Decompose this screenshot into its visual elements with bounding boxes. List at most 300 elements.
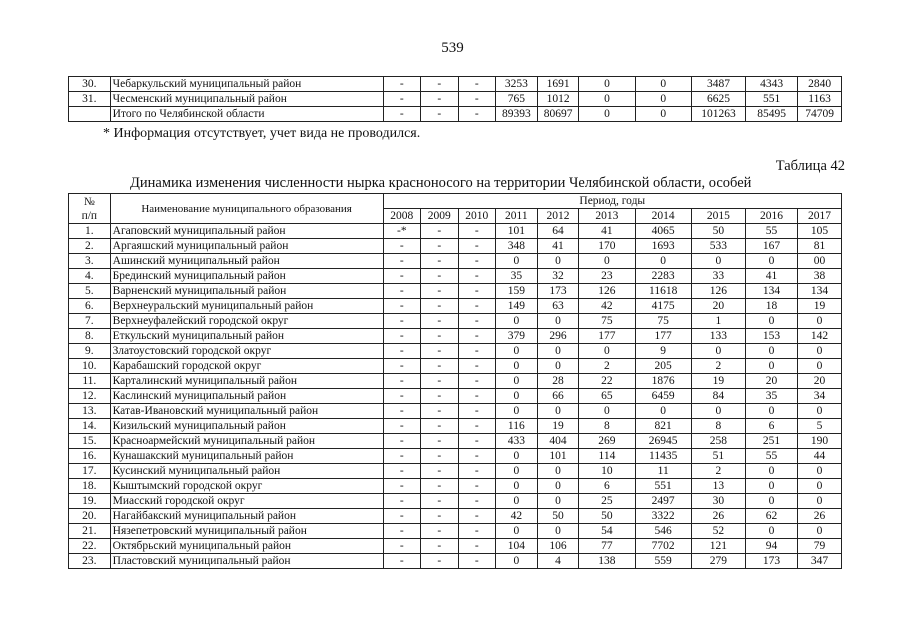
row-value: - xyxy=(421,107,459,122)
row-value: 533 xyxy=(691,239,745,254)
row-value: - xyxy=(383,494,420,509)
row-value: 74709 xyxy=(798,107,842,122)
table-row xyxy=(69,254,842,269)
row-value: - xyxy=(383,329,420,344)
row-value: 0 xyxy=(745,479,797,494)
row-name: Итого по Челябинской области xyxy=(110,107,383,122)
row-name: Варненский муниципальный район xyxy=(110,284,383,299)
row-name: Кусинский муниципальный район xyxy=(110,464,383,479)
table-row xyxy=(69,224,842,239)
row-value: 18 xyxy=(745,299,797,314)
row-value: - xyxy=(383,419,420,434)
row-name: Чесменский муниципальный район xyxy=(110,92,383,107)
row-value: 0 xyxy=(579,107,635,122)
row-value: 50 xyxy=(691,224,745,239)
row-value: 32 xyxy=(537,269,579,284)
row-value: - xyxy=(421,479,458,494)
row-value: - xyxy=(421,449,458,464)
row-value: 0 xyxy=(496,524,538,539)
row-value: - xyxy=(421,239,458,254)
row-value: 42 xyxy=(496,509,538,524)
row-name: Красноармейский муниципальный район xyxy=(110,434,383,449)
row-value: 4065 xyxy=(635,224,691,239)
row-value: - xyxy=(458,524,495,539)
row-value: 258 xyxy=(691,434,745,449)
row-number: 13. xyxy=(69,404,111,419)
table-row xyxy=(69,404,842,419)
row-value: 0 xyxy=(496,359,538,374)
row-value: 94 xyxy=(745,539,797,554)
row-value: 0 xyxy=(635,92,691,107)
header-year: 2017 xyxy=(798,209,842,224)
row-value: - xyxy=(458,479,495,494)
header-year: 2014 xyxy=(635,209,691,224)
row-value: 79 xyxy=(798,539,842,554)
row-value: 765 xyxy=(496,92,538,107)
row-value: 0 xyxy=(635,404,691,419)
row-value: 23 xyxy=(579,269,635,284)
row-name: Верхнеуфалейский городской округ xyxy=(110,314,383,329)
row-value: 11435 xyxy=(635,449,691,464)
row-value: - xyxy=(383,299,420,314)
row-value: 0 xyxy=(537,524,579,539)
row-value: 101263 xyxy=(691,107,745,122)
row-name: Кизильский муниципальный район xyxy=(110,419,383,434)
row-value: - xyxy=(383,254,420,269)
row-value: 296 xyxy=(537,329,579,344)
row-value: 0 xyxy=(745,344,797,359)
row-number: 3. xyxy=(69,254,111,269)
row-value: 4 xyxy=(537,554,579,569)
row-value: 4175 xyxy=(635,299,691,314)
header-number-symbol: № xyxy=(83,195,95,208)
row-value: 1876 xyxy=(635,374,691,389)
row-value: 54 xyxy=(579,524,635,539)
row-name: Пластовский муниципальный район xyxy=(110,554,383,569)
row-value: 142 xyxy=(798,329,842,344)
row-value: - xyxy=(383,449,420,464)
row-value: 64 xyxy=(537,224,579,239)
row-value: 11618 xyxy=(635,284,691,299)
table-row xyxy=(69,107,842,122)
top-table-continuation xyxy=(68,76,842,122)
row-value: 0 xyxy=(579,92,635,107)
row-value: - xyxy=(458,314,495,329)
row-value: 1691 xyxy=(537,77,579,92)
row-value: 101 xyxy=(496,224,538,239)
row-value: 0 xyxy=(537,254,579,269)
row-value: 0 xyxy=(691,404,745,419)
header-period: Период, годы xyxy=(383,194,841,209)
row-value: - xyxy=(458,434,495,449)
row-value: - xyxy=(458,254,495,269)
row-value: - xyxy=(421,269,458,284)
row-value: 105 xyxy=(798,224,842,239)
row-value: - xyxy=(458,344,495,359)
row-value: 8 xyxy=(579,419,635,434)
row-value: 44 xyxy=(798,449,842,464)
footnote: * Информация отсутствует, учет вида не проводился. xyxy=(103,126,421,141)
row-value: - xyxy=(458,509,495,524)
row-value: - xyxy=(421,554,458,569)
row-value: - xyxy=(421,224,458,239)
row-value: 0 xyxy=(798,404,842,419)
row-value: 63 xyxy=(537,299,579,314)
table-row xyxy=(69,314,842,329)
row-value: 821 xyxy=(635,419,691,434)
row-value: 0 xyxy=(798,344,842,359)
row-value: 0 xyxy=(496,389,538,404)
row-number: 7. xyxy=(69,314,111,329)
row-value: 2840 xyxy=(798,77,842,92)
row-number: 6. xyxy=(69,299,111,314)
row-name: Брединский муниципальный район xyxy=(110,269,383,284)
row-number: 16. xyxy=(69,449,111,464)
row-value: 0 xyxy=(537,314,579,329)
row-number: 18. xyxy=(69,479,111,494)
row-value: 35 xyxy=(496,269,538,284)
row-value: 20 xyxy=(691,299,745,314)
row-value: 0 xyxy=(798,494,842,509)
row-value: 559 xyxy=(635,554,691,569)
row-number: 12. xyxy=(69,389,111,404)
row-value: 0 xyxy=(537,464,579,479)
header-number xyxy=(69,194,111,224)
row-value: 26 xyxy=(691,509,745,524)
row-value: 0 xyxy=(496,404,538,419)
row-value: 0 xyxy=(635,77,691,92)
row-value: 0 xyxy=(496,554,538,569)
header-year: 2010 xyxy=(458,209,495,224)
row-value: - xyxy=(383,524,420,539)
row-value: 84 xyxy=(691,389,745,404)
row-value: 66 xyxy=(537,389,579,404)
table-row xyxy=(69,284,842,299)
row-value: - xyxy=(383,344,420,359)
row-name: Агаповский муниципальный район xyxy=(110,224,383,239)
row-number: 4. xyxy=(69,269,111,284)
row-value: 5 xyxy=(798,419,842,434)
row-name: Катав-Ивановский муниципальный район xyxy=(110,404,383,419)
row-value: 80697 xyxy=(537,107,579,122)
row-value: 19 xyxy=(691,374,745,389)
row-value: - xyxy=(421,374,458,389)
row-value: 134 xyxy=(745,284,797,299)
header-year: 2012 xyxy=(537,209,579,224)
row-value: 2 xyxy=(579,359,635,374)
row-value: - xyxy=(458,92,496,107)
row-value: - xyxy=(458,299,495,314)
row-value: 0 xyxy=(798,479,842,494)
page-number: 539 xyxy=(441,40,464,56)
row-name: Златоустовский городской округ xyxy=(110,344,383,359)
row-number: 8. xyxy=(69,329,111,344)
row-number: 15. xyxy=(69,434,111,449)
row-value: - xyxy=(458,224,495,239)
row-number: 30. xyxy=(69,77,111,92)
row-number: 19. xyxy=(69,494,111,509)
row-value: - xyxy=(421,314,458,329)
row-value: 13 xyxy=(691,479,745,494)
row-value: 551 xyxy=(746,92,798,107)
row-value: 0 xyxy=(745,404,797,419)
row-value: - xyxy=(383,239,420,254)
table-row xyxy=(69,524,842,539)
table-row xyxy=(69,389,842,404)
row-value: 173 xyxy=(745,554,797,569)
row-value: 114 xyxy=(579,449,635,464)
row-value: 41 xyxy=(745,269,797,284)
row-value: - xyxy=(383,389,420,404)
table-row xyxy=(69,329,842,344)
table-label: Таблица 42 xyxy=(775,158,845,174)
table-row xyxy=(69,449,842,464)
row-value: 404 xyxy=(537,434,579,449)
row-value: -* xyxy=(383,224,420,239)
header-year: 2013 xyxy=(579,209,635,224)
row-value: 153 xyxy=(745,329,797,344)
row-value: - xyxy=(458,329,495,344)
row-value: - xyxy=(458,554,495,569)
row-value: - xyxy=(458,464,495,479)
row-value: 279 xyxy=(691,554,745,569)
row-value: 104 xyxy=(496,539,538,554)
row-value: - xyxy=(421,329,458,344)
row-value: - xyxy=(458,239,495,254)
row-value: 0 xyxy=(745,314,797,329)
row-value: 38 xyxy=(798,269,842,284)
row-value: - xyxy=(458,389,495,404)
row-value: 30 xyxy=(691,494,745,509)
row-value: - xyxy=(383,554,420,569)
row-value: 0 xyxy=(496,494,538,509)
row-value: 34 xyxy=(798,389,842,404)
row-value: - xyxy=(383,404,420,419)
row-value: - xyxy=(383,464,420,479)
row-value: - xyxy=(421,509,458,524)
row-value: - xyxy=(421,464,458,479)
row-value: - xyxy=(421,434,458,449)
row-value: - xyxy=(383,284,420,299)
row-value: - xyxy=(458,269,495,284)
row-value: 121 xyxy=(691,539,745,554)
row-value: 170 xyxy=(579,239,635,254)
row-value: 0 xyxy=(579,404,635,419)
row-value: 0 xyxy=(798,314,842,329)
row-value: - xyxy=(383,434,420,449)
row-name: Карталинский муниципальный район xyxy=(110,374,383,389)
row-value: 205 xyxy=(635,359,691,374)
row-value: - xyxy=(383,479,420,494)
row-value: 41 xyxy=(579,224,635,239)
row-value: 106 xyxy=(537,539,579,554)
row-value: 77 xyxy=(579,539,635,554)
row-value: 20 xyxy=(798,374,842,389)
row-value: 7702 xyxy=(635,539,691,554)
row-value: - xyxy=(383,107,421,122)
row-value: 0 xyxy=(537,479,579,494)
row-name: Верхнеуральский муниципальный район xyxy=(110,299,383,314)
row-value: 0 xyxy=(496,314,538,329)
row-value: 8 xyxy=(691,419,745,434)
row-value: 26945 xyxy=(635,434,691,449)
row-value: - xyxy=(458,404,495,419)
row-value: - xyxy=(383,539,420,554)
row-value: 3487 xyxy=(691,77,745,92)
row-value: 134 xyxy=(798,284,842,299)
row-value: 379 xyxy=(496,329,538,344)
row-value: 173 xyxy=(537,284,579,299)
row-value: 0 xyxy=(691,254,745,269)
row-value: 52 xyxy=(691,524,745,539)
row-value: 149 xyxy=(496,299,538,314)
header-municipality: Наименование муниципального образования xyxy=(110,194,383,224)
row-number: 10. xyxy=(69,359,111,374)
row-value: 26 xyxy=(798,509,842,524)
row-value: - xyxy=(458,539,495,554)
row-value: 116 xyxy=(496,419,538,434)
row-value: 75 xyxy=(579,314,635,329)
table-row xyxy=(69,464,842,479)
row-value: - xyxy=(421,344,458,359)
row-value: 177 xyxy=(635,329,691,344)
row-value: - xyxy=(383,374,420,389)
table-row xyxy=(69,374,842,389)
row-value: 85495 xyxy=(746,107,798,122)
row-value: 0 xyxy=(579,77,635,92)
row-value: - xyxy=(421,419,458,434)
row-value: 11 xyxy=(635,464,691,479)
table-row xyxy=(69,539,842,554)
row-name: Нагайбакский муниципальный район xyxy=(110,509,383,524)
row-value: 6 xyxy=(579,479,635,494)
row-value: 33 xyxy=(691,269,745,284)
row-value: 101 xyxy=(537,449,579,464)
row-value: - xyxy=(458,374,495,389)
row-value: 1 xyxy=(691,314,745,329)
row-value: - xyxy=(383,359,420,374)
row-value: 269 xyxy=(579,434,635,449)
row-value: 0 xyxy=(579,254,635,269)
row-value: - xyxy=(421,389,458,404)
row-value: 1012 xyxy=(537,92,579,107)
main-table xyxy=(68,193,842,569)
row-value: - xyxy=(421,359,458,374)
row-value: 159 xyxy=(496,284,538,299)
row-value: 167 xyxy=(745,239,797,254)
table-row xyxy=(69,494,842,509)
row-value: 133 xyxy=(691,329,745,344)
row-name: Чебаркульский муниципальный район xyxy=(110,77,383,92)
row-value: 347 xyxy=(798,554,842,569)
row-value: - xyxy=(421,284,458,299)
row-value: - xyxy=(458,77,496,92)
row-value: 1163 xyxy=(798,92,842,107)
row-value: - xyxy=(421,77,459,92)
row-value: 0 xyxy=(496,254,538,269)
row-name: Еткульский муниципальный район xyxy=(110,329,383,344)
header-year: 2016 xyxy=(745,209,797,224)
row-value: 41 xyxy=(537,239,579,254)
table-row xyxy=(69,509,842,524)
row-value: 0 xyxy=(798,464,842,479)
row-value: - xyxy=(421,92,459,107)
row-value: - xyxy=(421,404,458,419)
row-value: 19 xyxy=(798,299,842,314)
header-year: 2009 xyxy=(421,209,458,224)
row-value: 433 xyxy=(496,434,538,449)
row-value: 348 xyxy=(496,239,538,254)
row-number: 14. xyxy=(69,419,111,434)
row-value: 0 xyxy=(745,494,797,509)
header-year: 2011 xyxy=(496,209,538,224)
row-value: 2 xyxy=(691,464,745,479)
row-value: - xyxy=(458,284,495,299)
table-row xyxy=(69,344,842,359)
row-value: - xyxy=(421,299,458,314)
row-value: - xyxy=(458,419,495,434)
row-value: - xyxy=(421,524,458,539)
row-value: 89393 xyxy=(496,107,538,122)
row-value: 51 xyxy=(691,449,745,464)
row-value: 0 xyxy=(537,404,579,419)
row-name: Миасский городской округ xyxy=(110,494,383,509)
row-value: 55 xyxy=(745,224,797,239)
row-name: Аргаяшский муниципальный район xyxy=(110,239,383,254)
row-number: 2. xyxy=(69,239,111,254)
row-value: 0 xyxy=(745,254,797,269)
row-value: 81 xyxy=(798,239,842,254)
row-value: 0 xyxy=(691,344,745,359)
row-value: 0 xyxy=(635,107,691,122)
row-value: 42 xyxy=(579,299,635,314)
row-name: Кыштымский городской округ xyxy=(110,479,383,494)
row-value: - xyxy=(421,539,458,554)
row-value: 35 xyxy=(745,389,797,404)
row-number: 9. xyxy=(69,344,111,359)
row-value: 28 xyxy=(537,374,579,389)
row-value: 22 xyxy=(579,374,635,389)
row-name: Ашинский муниципальный район xyxy=(110,254,383,269)
row-value: 126 xyxy=(579,284,635,299)
row-value: - xyxy=(421,494,458,509)
row-value: - xyxy=(458,359,495,374)
row-value: 0 xyxy=(496,344,538,359)
row-value: 0 xyxy=(798,359,842,374)
row-value: 0 xyxy=(496,374,538,389)
row-number: 21. xyxy=(69,524,111,539)
row-number: 1. xyxy=(69,224,111,239)
row-number xyxy=(69,107,111,122)
table-row xyxy=(69,359,842,374)
row-value: 65 xyxy=(579,389,635,404)
row-value: 251 xyxy=(745,434,797,449)
row-value: 6 xyxy=(745,419,797,434)
row-value: 6459 xyxy=(635,389,691,404)
row-value: 20 xyxy=(745,374,797,389)
row-name: Карабашский городской округ xyxy=(110,359,383,374)
row-number: 31. xyxy=(69,92,111,107)
row-number: 17. xyxy=(69,464,111,479)
row-value: 0 xyxy=(496,449,538,464)
table-row xyxy=(69,269,842,284)
row-value: 138 xyxy=(579,554,635,569)
row-value: - xyxy=(383,314,420,329)
row-value: - xyxy=(383,77,421,92)
row-value: 0 xyxy=(745,464,797,479)
row-value: 0 xyxy=(537,344,579,359)
row-value: 0 xyxy=(745,359,797,374)
